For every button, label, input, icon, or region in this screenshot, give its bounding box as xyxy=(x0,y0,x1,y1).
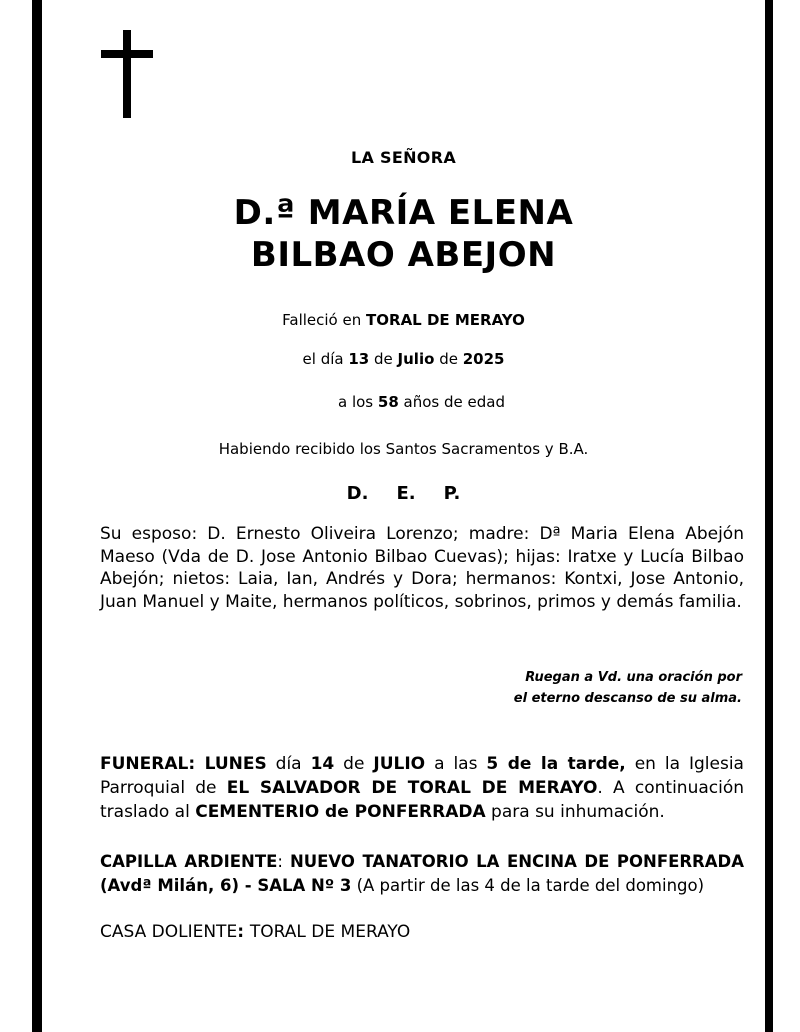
casa-label: CASA DOLIENTE xyxy=(100,922,238,942)
dep-d: D. xyxy=(346,483,369,504)
age-suffix: años de edad xyxy=(403,393,505,411)
cross-icon xyxy=(101,30,153,118)
death-date-prefix: el día xyxy=(302,350,344,368)
death-place-value: TORAL DE MERAYO xyxy=(366,311,525,329)
deceased-name xyxy=(42,192,765,276)
capilla-note: (A partir de las 4 de la tarde del domingo) xyxy=(351,876,705,895)
casa-doliente xyxy=(100,922,410,942)
age-prefix: a los xyxy=(337,393,374,411)
funeral-paragraph xyxy=(100,752,744,824)
funeral-text-2: de xyxy=(334,754,374,774)
prayer-request xyxy=(400,667,742,709)
dep-e: E. xyxy=(396,483,416,504)
death-de1: de xyxy=(374,350,393,368)
death-day: 13 xyxy=(348,350,370,368)
deceased-name-line1: D.ª MARÍA ELENA xyxy=(233,193,574,233)
capilla-label: CAPILLA ARDIENTE xyxy=(100,852,278,871)
death-place xyxy=(42,311,765,329)
death-month: Julio xyxy=(397,350,435,368)
funeral-text-1: día xyxy=(266,754,311,774)
casa-colon: : xyxy=(237,922,250,942)
deceased-name-line2: BILBAO ABEJON xyxy=(250,235,557,275)
casa-place: TORAL DE MERAYO xyxy=(249,922,411,942)
funeral-text-5: . A continuación traslado al xyxy=(100,778,745,822)
death-age xyxy=(60,393,783,411)
prayer-line1: Ruegan a Vd. una oración por xyxy=(525,670,742,685)
age-value: 58 xyxy=(377,393,399,411)
dep-abbreviation xyxy=(42,483,765,504)
sacraments-line: Habiendo recibido los Santos Sacramentos y B.A. xyxy=(218,440,589,458)
death-year: 2025 xyxy=(462,350,505,368)
funeral-label: FUNERAL: LUNES xyxy=(100,754,267,774)
funeral-day: 14 xyxy=(310,754,335,774)
title-la-senora: LA SEÑORA xyxy=(351,148,456,167)
funeral-cemetery: CEMENTERIO de PONFERRADA xyxy=(195,802,486,822)
funeral-time: 5 de la tarde, xyxy=(486,754,626,774)
death-date xyxy=(42,350,765,368)
prayer-line2: el eterno descanso de su alma. xyxy=(513,691,742,706)
funeral-text-3: a las xyxy=(425,754,487,774)
family-paragraph: Su esposo: D. Ernesto Oliveira Lorenzo; madre: Dª Maria Elena Abejón Maeso (Vda de D. Jose Antonio Bilbao Cuevas); hijas: Iratxe y Lucía Bilbao Abejón; nietos: Laia, Ian, Andrés y Dora; hermanos: Kontxi, Jose Antonio, Juan Manuel y Maite, hermanos políticos, sobrinos, primos y demás familia. xyxy=(100,524,744,612)
death-de2: de xyxy=(439,350,458,368)
dep-p: P. xyxy=(443,483,461,504)
death-place-prefix: Falleció en xyxy=(282,311,362,329)
funeral-month: JULIO xyxy=(373,754,426,774)
capilla-paragraph xyxy=(100,850,744,898)
capilla-place: NUEVO TANATORIO LA ENCINA DE PONFERRADA (Avdª Milán, 6) - SALA Nº 3 xyxy=(100,852,745,895)
funeral-text-6: para su inhumación. xyxy=(485,802,665,822)
left-border xyxy=(32,0,42,1032)
right-border xyxy=(765,0,773,1032)
funeral-church: EL SALVADOR DE TORAL DE MERAYO xyxy=(226,778,598,798)
capilla-colon: : xyxy=(277,852,290,871)
funeral-text-4: en la Iglesia Parroquial de xyxy=(100,754,744,798)
